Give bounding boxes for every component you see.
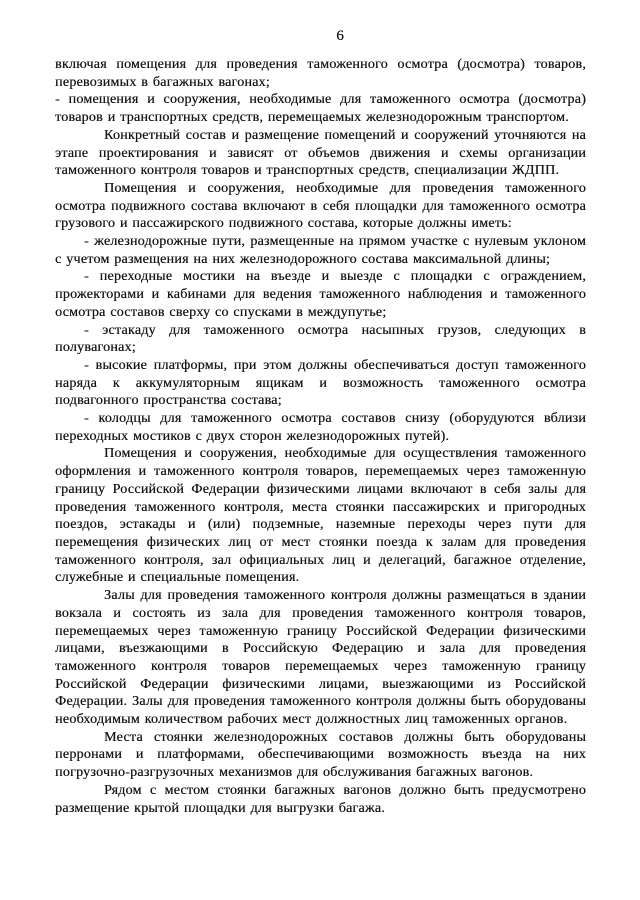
paragraph: Залы для проведения таможенного контроля должны размещаться в здании вокзала и состоять из зала для проведения таможенного контроля товаров, перемещаемых через таможенную границу Российской Федерации физическими лицами, въезжающими в Российскую Федерацию и зала для проведения таможенного контроля товаров перемещаемых через таможенную границу Российской Федерации физическими лицами, выезжающими из Российской Федерации. Залы для проведения таможенного контроля должны быть оборудованы необходимым количеством рабочих мест должностных лиц таможенных органов.: [55, 587, 586, 728]
page-number: 6: [336, 28, 344, 44]
paragraph: Рядом с местом стоянки багажных вагонов должно быть предусмотрено размещение крытой площадки для выгрузки багажа.: [55, 781, 586, 816]
paragraph-dash-item: - железнодорожные пути, размещенные на прямом участке с нулевым уклоном с учетом размещения на них железнодорожного состава максимальной длины;: [55, 233, 586, 267]
paragraph: Помещения и сооружения, необходимые для проведения таможенного осмотра подвижного состава включают в себя площадки для таможенного осмотра грузового и пассажирского подвижного состава, которые должны иметь:: [55, 179, 586, 232]
paragraph-dash-item: - высокие платформы, при этом должны обеспечиваться доступ таможенного наряда к аккумуляторным ящикам и возможность таможенного осмотра подвагонного пространства состава;: [55, 356, 586, 409]
paragraph-list-continuation: включая помещения для проведения таможенного осмотра (досмотра) товаров, перевозимых в багажных вагонах;: [55, 56, 586, 90]
paragraph-dash-item: - колодцы для таможенного осмотра составов снизу (оборудуются вблизи переходных мостиков с двух сторон железнодорожных путей).: [55, 410, 586, 444]
paragraph: Места стоянки железнодорожных составов должны быть оборудованы перронами и платформами, обеспечивающими возможность въезда на них погрузочно-разгрузочных механизмов для обслуживания багажных вагонов.: [55, 728, 586, 781]
paragraph: Помещения и сооружения, необходимые для осуществления таможенного оформления и таможенного контроля товаров, перемещаемых через таможенную границу Российской Федерации физическими лицами включают в себя залы для проведения таможенного контроля, места стоянки пассажирских и пригородных поездов, эстакады и (или) подземные, наземные переходы через пути для перемещения физических лиц от мест стоянки поезда к залам для проведения таможенного контроля, зал официальных лиц и делегаций, багажное отделение, служебные и специальные помещения.: [55, 445, 586, 586]
paragraph-dash-item: - переходные мостики на въезде и выезде с площадки с ограждением, прожекторами и кабинами для ведения таможенного наблюдения и таможенного осмотра составов сверху со спусками в междупутье;: [55, 268, 586, 320]
document-body: [55, 56, 586, 817]
paragraph-list-item: - помещения и сооружения, необходимые для таможенного осмотра (досмотра) товаров и транспортных средств, перемещаемых железнодорожным транспортом.: [55, 91, 586, 126]
paragraph-dash-item: - эстакаду для таможенного осмотра насыпных грузов, следующих в полувагонах;: [55, 321, 586, 356]
paragraph: Конкретный состав и размещение помещений и сооружений уточняются на этапе проектирования и зависят от объемов движения и схемы организации таможенного контроля товаров и транспортных средств, специализации ЖДПП.: [55, 126, 586, 179]
